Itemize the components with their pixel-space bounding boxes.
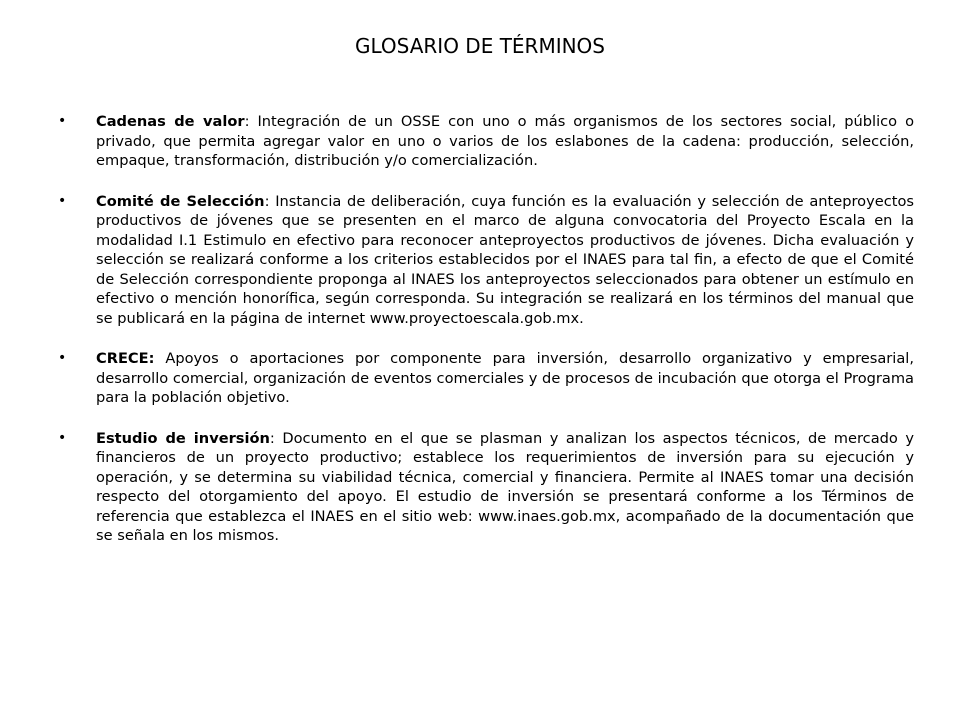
term-definition: Instancia de deliberación, cuya función es la evaluación y selección de anteproyectos productivos de jóvenes que se presenten en el marco de alguna convocatoria del Proyecto Escala en la modalidad I.1 Estimulo en efectivo para reconocer anteproyectos productivos de jóvenes. Dicha evaluación y selección se realizará conforme a los criterios establecidos por el INAES para tal fin, a efecto de que el Comité de Selección correspondiente proponga al INAES los anteproyectos seleccionados para obtener un estímulo en efectivo o mención honorífica, según corresponda. Su integración se realizará en los términos del manual que se publicará en la página de internet www.proyectoescala.gob.mx. xyxy=(96,192,914,327)
term-name: CRECE: xyxy=(96,350,155,367)
term-name: Cadenas de valor xyxy=(96,113,245,130)
term-separator: : xyxy=(244,113,250,130)
glossary-list xyxy=(58,112,914,568)
term-name: Comité de Selección xyxy=(96,192,265,210)
glossary-item-cadenas-de-valor xyxy=(58,112,914,171)
bullet-icon: • xyxy=(58,429,67,446)
term-separator: : xyxy=(264,192,270,210)
term-definition: Integración de un OSSE con uno o más organismos de los sectores social, público o privado, que permita agregar valor en uno o varios de los eslabones de la cadena: producción, selección, empaque, transformación, distribución y/o comercialización. xyxy=(96,113,914,169)
glossary-item-estudio-de-inversion xyxy=(58,429,914,546)
page-title: GLOSARIO DE TÉRMINOS xyxy=(354,34,605,58)
bullet-icon: • xyxy=(58,113,67,129)
term-definition: Apoyos o aportaciones por componente para inversión, desarrollo organizativo y empresarial, desarrollo comercial, organización de eventos comerciales y de procesos de incubación que otorga el Programa para la población objetivo. xyxy=(96,350,914,406)
term-definition: Documento en el que se plasman y analizan los aspectos técnicos, de mercado y financieros de un proyecto productivo; establece los requerimientos de inversión para su ejecución y operación, y se determina su viabilidad técnica, comercial y financiera. Permite al INAES tomar una decisión respecto del otorgamiento del apoyo. El estudio de inversión se presentará conforme a los Términos de referencia que establezca el INAES en el sitio web: www.inaes.gob.mx, acompañado de la documentación que se señala en los mismos. xyxy=(96,429,914,544)
bullet-icon: • xyxy=(58,192,67,209)
glossary-item-comite-de-seleccion xyxy=(58,192,914,329)
term-name: Estudio de inversión xyxy=(96,429,270,447)
glossary-item-crece xyxy=(58,349,914,408)
bullet-icon: • xyxy=(58,350,67,366)
term-separator: : xyxy=(269,429,275,447)
